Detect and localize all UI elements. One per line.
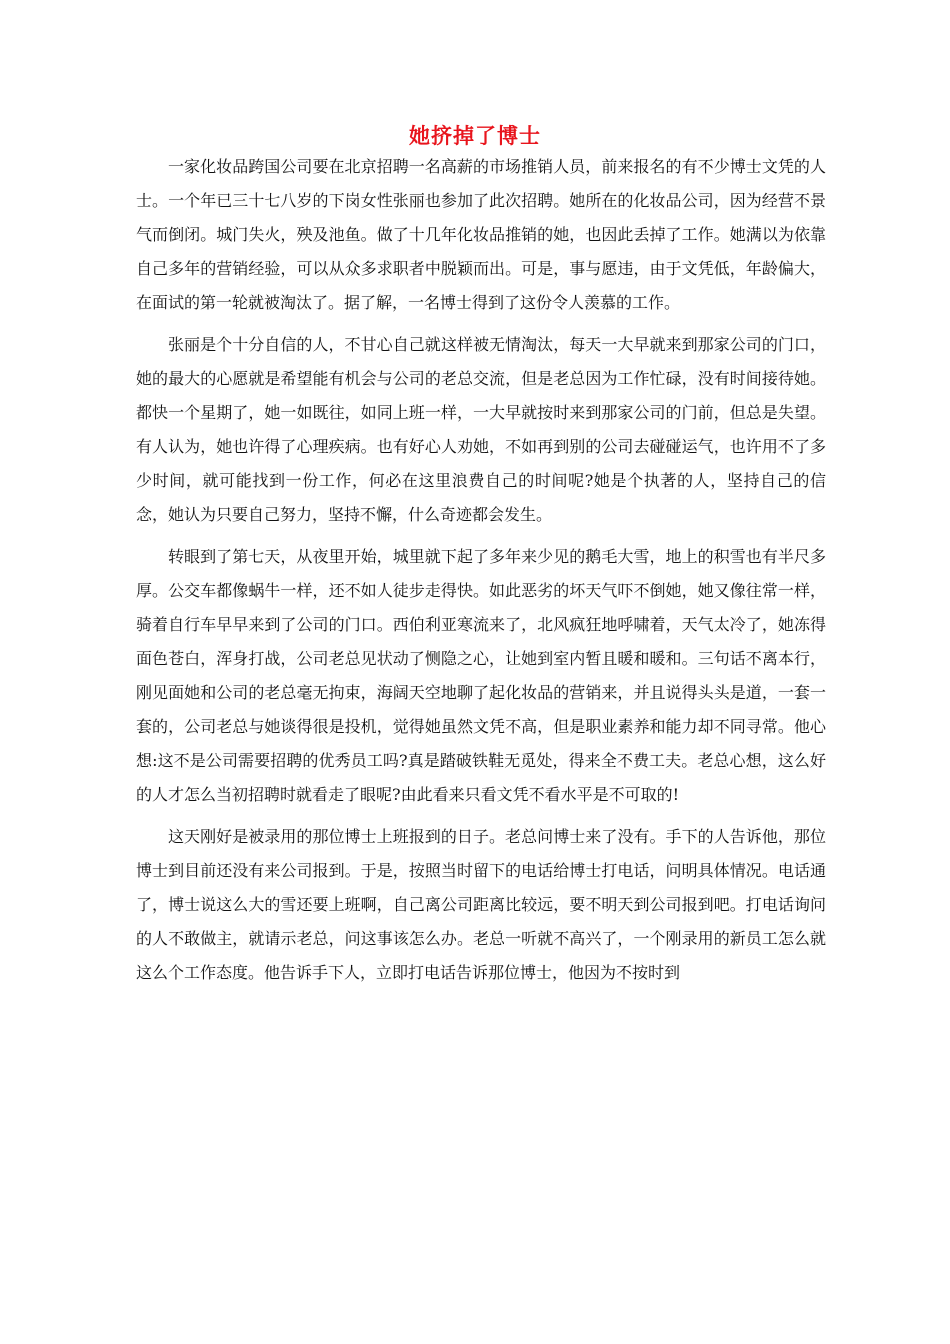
- paragraph-2: 张丽是个十分自信的人，不甘心自己就这样被无情淘汰，每天一大早就来到那家公司的门口，她的最大的心愿就是希望能有机会与公司的老总交流，但是老总因为工作忙碌，没有时间接待她。都快一个星期了，她一如既往，如同上班一样，一大早就按时来到那家公司的门前，但总是失望。有人认为，她也许得了心理疾病。也有好心人劝她，不如再到别的公司去碰碰运气，也许用不了多少时间，就可能找到一份工作，何必在这里浪费自己的时间呢?她是个执著的人，坚持自己的信念，她认为只要自己努力，坚持不懈，什么奇迹都会发生。: [136, 335, 826, 524]
- paragraph-3: 转眼到了第七天，从夜里开始，城里就下起了多年来少见的鹅毛大雪，地上的积雪也有半尺多厚。公交车都像蜗牛一样，还不如人徒步走得快。如此恶劣的坏天气吓不倒她，她又像往常一样，骑着自行车早早来到了公司的门口。西伯利亚寒流来了，北风疯狂地呼啸着，天气太冷了，她冻得面色苍白，浑身打战，公司老总见状动了恻隐之心，让她到室内暂且暖和暖和。三句话不离本行，刚见面她和公司的老总毫无拘束，海阔天空地聊了起化妆品的营销来，并且说得头头是道，一套一套的，公司老总与她谈得很是投机，觉得她虽然文凭不高，但是职业素养和能力却不同寻常。他心想:这不是公司需要招聘的优秀员工吗?真是踏破铁鞋无觅处，得来全不费工夫。老总心想，这么好的人才怎么当初招聘时就看走了眼呢?由此看来只看文凭不看水平是不可取的!: [136, 547, 826, 804]
- paragraph-1: 一家化妆品跨国公司要在北京招聘一名高薪的市场推销人员，前来报名的有不少博士文凭的人士。一个年已三十七八岁的下岗女性张丽也参加了此次招聘。她所在的化妆品公司，因为经营不景气而倒闭。城门失火，殃及池鱼。做了十几年化妆品推销的她，也因此丢掉了工作。她满以为依靠自己多年的营销经验，可以从众多求职者中脱颖而出。可是，事与愿违，由于文凭低，年龄偏大，在面试的第一轮就被淘汰了。据了解，一名博士得到了这份令人羡慕的工作。: [136, 157, 826, 312]
- document-title: 她挤掉了博士: [409, 124, 541, 148]
- paragraph-4: 这天刚好是被录用的那位博士上班报到的日子。老总问博士来了没有。手下的人告诉他，那位博士到目前还没有来公司报到。于是，按照当时留下的电话给博士打电话，问明具体情况。电话通了，博士说这么大的雪还要上班啊，自己离公司距离比较远，要不明天到公司报到吧。打电话询问的人不敢做主，就请示老总，问这事该怎么办。老总一听就不高兴了，一个刚录用的新员工怎么就这么个工作态度。他告诉手下人，立即打电话告诉那位博士，他因为不按时到: [136, 827, 826, 982]
- document-body: [136, 150, 826, 998]
